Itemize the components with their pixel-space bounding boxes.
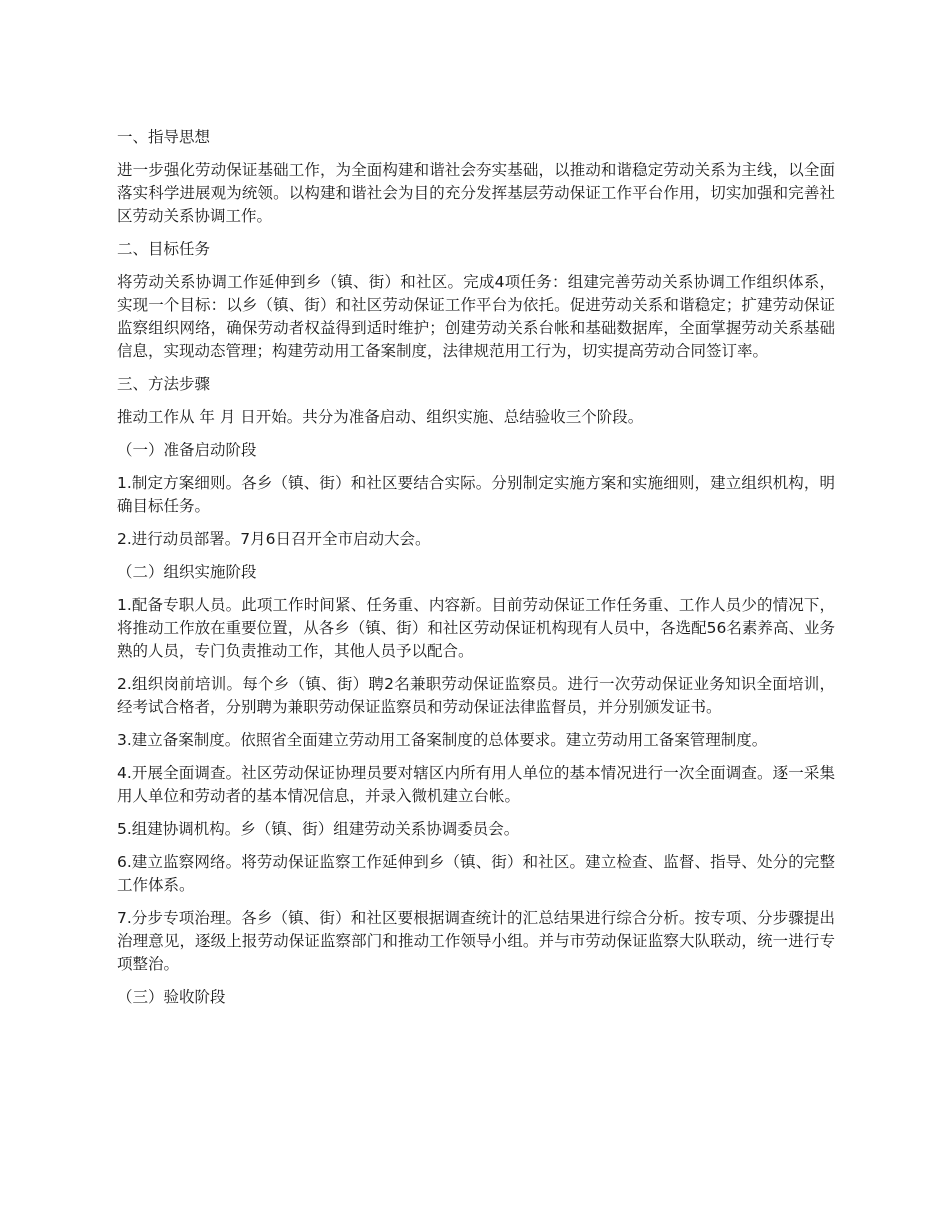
paragraph-impl-2: 2.组织岗前培训。每个乡（镇、街）聘2名兼职劳动保证监察员。进行一次劳动保证业务知识全面培训，经考试合格者，分别聘为兼职劳动保证监察员和劳动保证法律监督员，并分别颁发证书。 [117, 675, 835, 716]
subheading-preparation: （一）准备启动阶段 [117, 441, 257, 459]
paragraph-impl-4: 4.开展全面调查。社区劳动保证协理员要对辖区内所有用人单位的基本情况进行一次全面调查。逐一采集用人单位和劳动者的基本情况信息，并录入微机建立台帐。 [117, 764, 835, 805]
subheading-acceptance: （三）验收阶段 [117, 988, 226, 1006]
paragraph-steps-intro: 推动工作从 年 月 日开始。共分为准备启动、组织实施、总结验收三个阶段。 [117, 408, 644, 426]
paragraph-prep-1: 1.制定方案细则。各乡（镇、街）和社区要结合实际。分别制定实施方案和实施细则，建立组织机构，明确目标任务。 [117, 474, 835, 515]
section-heading-steps: 三、方法步骤 [117, 375, 211, 393]
paragraph-prep-2: 2.进行动员部署。7月6日召开全市启动大会。 [117, 530, 431, 548]
paragraph-impl-7: 7.分步专项治理。各乡（镇、街）和社区要根据调查统计的汇总结果进行综合分析。按专项、分步骤提出治理意见，逐级上报劳动保证监察部门和推动工作领导小组。并与市劳动保证监察大队联动，统一进行专项整治。 [117, 909, 835, 973]
paragraph-impl-5: 5.组建协调机构。乡（镇、街）组建劳动关系协调委员会。 [117, 820, 520, 838]
paragraph-impl-6: 6.建立监察网络。将劳动保证监察工作延伸到乡（镇、街）和社区。建立检查、监督、指导、处分的完整工作体系。 [117, 853, 835, 894]
paragraph-goals: 将劳动关系协调工作延伸到乡（镇、街）和社区。完成4项任务：组建完善劳动关系协调工作组织体系，实现一个目标：以乡（镇、街）和社区劳动保证工作平台为依托。促进劳动关系和谐稳定；扩建劳动保证监察组织网络，确保劳动者权益得到适时维护；创建劳动关系台帐和基础数据库，全面掌握劳动关系基础信息，实现动态管理；构建劳动用工备案制度，法律规范用工行为，切实提高劳动合同签订率。 [117, 273, 835, 360]
paragraph-impl-3: 3.建立备案制度。依照省全面建立劳动用工备案制度的总体要求。建立劳动用工备案管理制度。 [117, 731, 768, 749]
paragraph-impl-1: 1.配备专职人员。此项工作时间紧、任务重、内容新。目前劳动保证工作任务重、工作人员少的情况下，将推动工作放在重要位置，从各乡（镇、街）和社区劳动保证机构现有人员中，各选配56名素养高、业务熟的人员，专门负责推动工作，其他人员予以配合。 [117, 596, 835, 660]
document-body [117, 126, 835, 1019]
paragraph-guiding-ideology: 进一步强化劳动保证基础工作，为全面构建和谐社会夯实基础，以推动和谐稳定劳动关系为主线，以全面落实科学进展观为统领。以构建和谐社会为目的充分发挥基层劳动保证工作平台作用，切实加强和完善社区劳动关系协调工作。 [117, 161, 835, 225]
subheading-implementation: （二）组织实施阶段 [117, 563, 257, 581]
section-heading-guiding-ideology: 一、指导思想 [117, 128, 211, 146]
section-heading-goals: 二、目标任务 [117, 240, 211, 258]
